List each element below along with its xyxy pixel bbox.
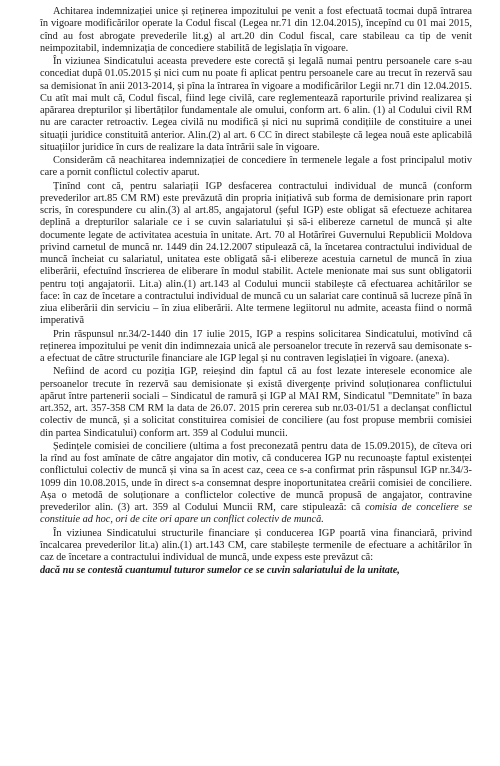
paragraph-indemnization: Achitarea indemnizației unice și reținerea impozitului pe venit a fost efectuată tocmai după întrarea în vigoare modificărilor operate la Codul fiscal (Legea nr.71 din 12.04.2015), începînd cu 01 mai 2015, cînd au fost abrogate prevederile lit.g) al art.20 din Codul fiscal, care stabileau ca tip de venit neimpozitabil, indemnizația de concediere stabilită de legislația în vigoare. xyxy=(40,6,472,54)
conciliation-quote: comisia de conceliere se constituie ad hoc, ori de cite ori apare un conflict colectiv de muncă. xyxy=(40,502,473,526)
paragraph-labor-contract: Ținînd cont că, pentru salariații IGP desfacerea contractului individual de muncă (conform prevederilor art.85 CM RM) este prevăzută din propria inițiativă sub forma de demisionare prin raport scris, în corespundere cu alin.(3) al art.85, angajatorul (șeful IGP) este obligat să efectueze achitarea deplină a drepturilor salariale ce i se cuvin salariatului și să-i elibereze carnetul de muncă și alte documente legate de activitatea acestuia în unitate. Art. 70 al Hotărîrei Guvernului Republicii Moldova privind carnetul de muncă nr. 1449 din 24.12.2007 stipulează că, la încetarea contractului individual de muncă încheiat cu salariatul, unitatea este obligată să-i elibereze acestuia carnetul de muncă în ziua eliberării, efectuînd înscrierea de eliberare în modul stabilit. Actele menionate mai sus sunt obligatorii pentru toți angajatorii. Lit.a) alin.(1) art.143 al Codului muncii stabilește că efectuarea achitărilor se face: în caz de încetare a contractului individual de muncă cu un salariat care continuă să lucreze pînă în ziua eliberării din serviciu – în ziua eliberării. Alte termene legiitorul nu admite, aceasta fiind o normă imperativă xyxy=(40,180,472,327)
paragraph-bold-clause: dacă nu se contestă cuantumul tuturor sumelor ce se cuvin salariatului de la unitate, xyxy=(40,565,400,577)
conciliation-text: Ședințele comisiei de conciliere (ultima a fost preconezată pentru data de 15.09.2015), de cîteva ori la rînd au fost amînate de către angajator din motiv, că conducerea IGP nu recunoaște faptul existenței conflictului colectiv de muncă și vina sa în acest caz, ceea ce s-a confirmat prin răspunsul IGP nr.34/3-1099 din 10.08.2015, unde în direct s-a consemnat despre inoportunitatea creării comisiei de conciliere. Așa o metodă de soluționare a conflictelor colective de muncă propusă de angajator, contravine prevederilor alin. (3) art. 359 al Codului Muncii RM, care stipulează: că xyxy=(40,440,472,513)
paragraph-conciliation xyxy=(40,441,472,527)
paragraph-main-reason: Considerăm că neachitarea indemnizației de concediere în termenele legale a fost principalul motiv care a pornit conflictul colectiv aparut. xyxy=(40,155,472,179)
paragraph-union-view: În viziunea Sindicatului aceasta prevedere este corectă și legală numai pentru persoanele care s-au concediat după 01.05.2015 și nici cum nu poate fi aplicat pentru persoanele care au trecut în rezervă sau sa demisionat în anii 2013-2014, și pîna la întrarea în vigoare a modificărilor Legii nr.71 din 12.04.2015. Cu atît mai mult că, Codul fiscal, fiind lege civilă, care reglementează raporturile privind realizarea și apărarea drepturilor și libertăților fundamentale ale omului, conform art. 6 alin. (1) al Codului civil RM nu are caracter retroactiv. Legea civilă nu modifică și nici nu suprimă condițiile de constituire a unei situații juridice constituită anterior. Alin.(2) al art. 6 CC în direct stabilește că legea nouă este aplicabilă situațiilor juridice în curs de realizare la data întrării sale în vigoare. xyxy=(40,56,472,153)
paragraph-igp-response: Prin răspunsul nr.34/2-1440 din 17 iulie 2015, IGP a respins solicitarea Sindicatului, motivînd că reținerea impozitului pe venit din indimnezaia unică ale persoanelor trecute în rezervă sau demisonate s-a efectuat de către structurile financiare ale IGP legal și nu contraven legislației în vigoare. (anexa). xyxy=(40,328,472,364)
paragraph-collective-conflict: Nefiind de acord cu poziția IGP, reieșind din faptul că au fost lezate interesele economice ale persoanelor trecute în rezervă sau demisionate și există divergențe privind soluționarea conflictului apărut între partenerii sociali – Sindicatul de ramură și IGP al MAI RM, Sindicatul "Demnitate" în baza art.352, art. 357-358 CM RM la data de 26.07. 2015 prin cererea sub nr.03-01/51 a declanșat conflictul colectiv de muncă, și a solicitat constituirea comisiei de conciliere (au fost propuse membrii comisiei din partea Sindicatului) conform art. 359 al Codului muncii. xyxy=(40,366,472,439)
paragraph-financial-fault: În viziunea Sindicatului structurile financiare și conducerea IGP poartă vina financiară, privind încalcarea prevederilor lit.a) alin.(1) art.143 CM, care stabilește termenile de efectuare a achitărilor în caz de încetare a contractului individual de muncă, unde expess este prevăzut că: xyxy=(40,527,472,563)
